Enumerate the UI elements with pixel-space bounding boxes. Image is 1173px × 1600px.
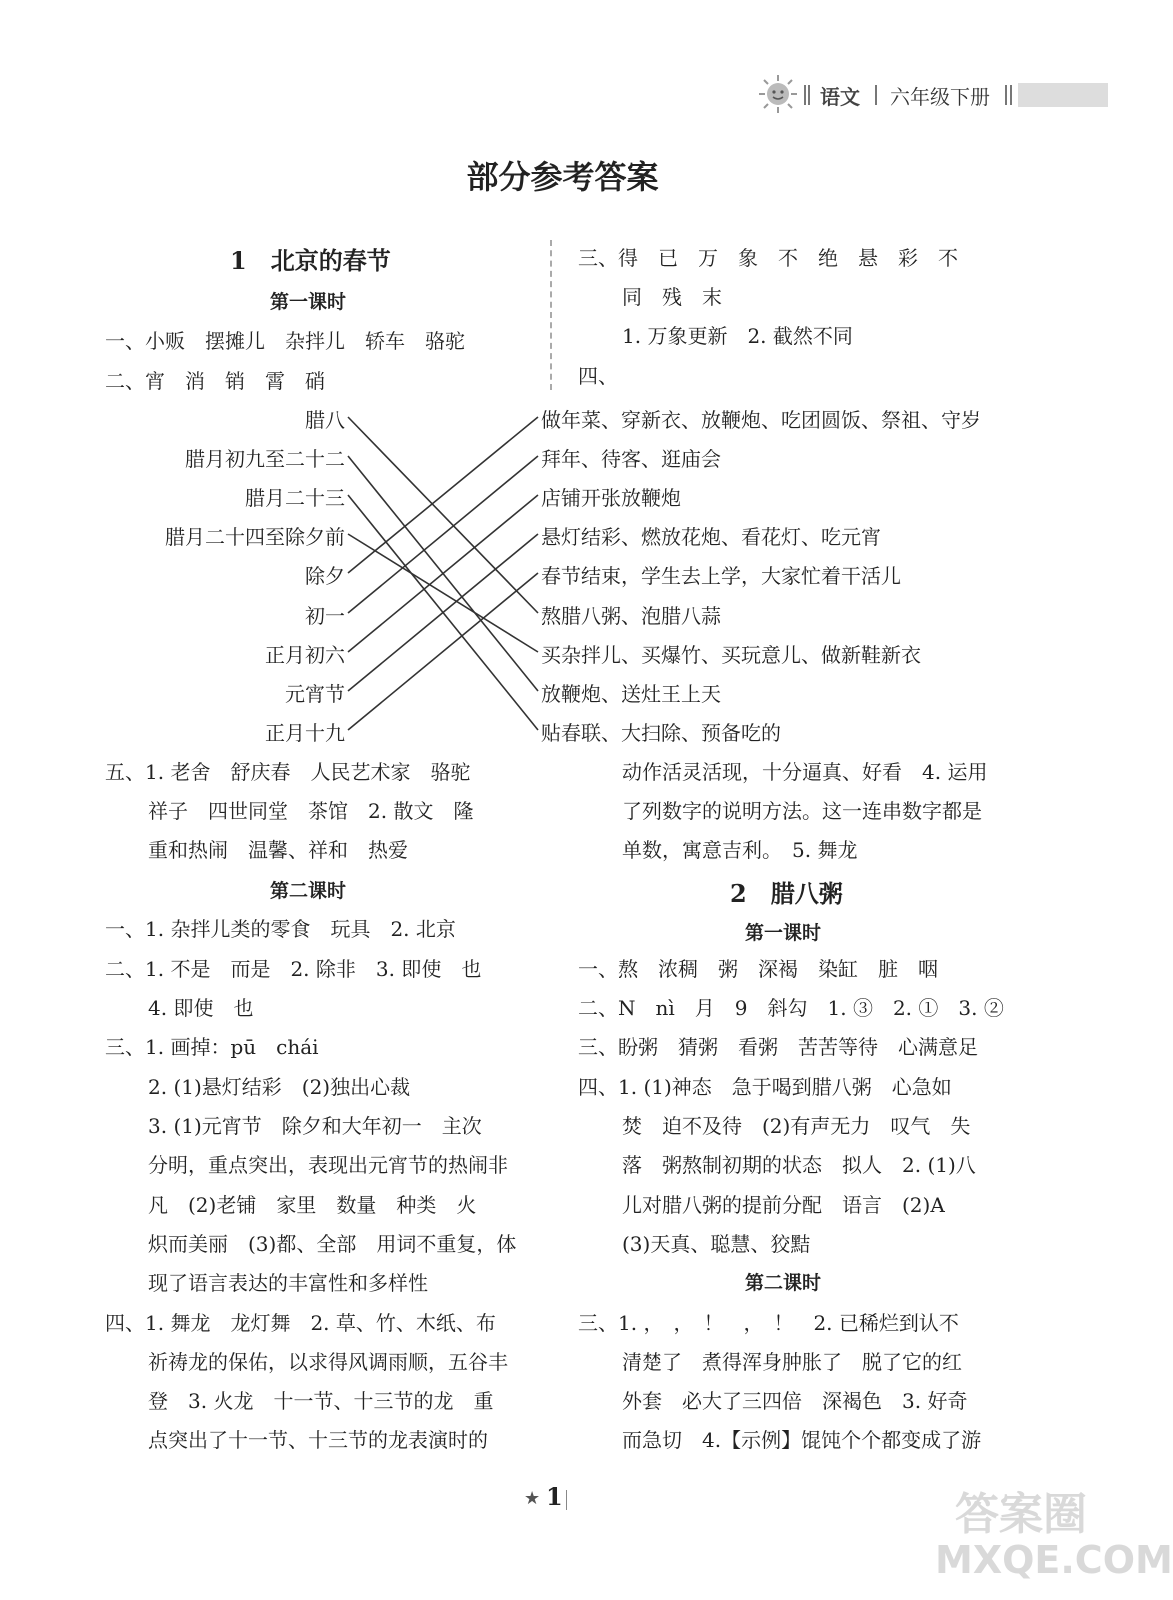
lesson1-title: 1 北京的春节	[230, 246, 391, 275]
watermark-logo: 答案圈	[955, 1489, 1087, 1540]
match-left-item: 腊月二十三	[245, 486, 345, 510]
answer-line: 三、得 已 万 象 不 绝 悬 彩 不	[578, 246, 958, 270]
answer-line: 四、	[578, 364, 618, 388]
match-line	[348, 456, 538, 613]
match-left-item: 正月初六	[265, 643, 345, 667]
match-line	[348, 573, 538, 730]
match-right-item: 放鞭炮、送灶王上天	[541, 682, 721, 706]
answer-line: 一、小贩 摆摊儿 杂拌儿 轿车 骆驼	[105, 329, 465, 353]
answer-line: 二、1. 不是 而是 2. 除非 3. 即使 也	[105, 957, 482, 981]
match-left-item: 初一	[305, 604, 345, 628]
answer-line: 2. (1)悬灯结彩 (2)独出心裁	[148, 1075, 411, 1099]
answer-line: 重和热闹 温馨、祥和 热爱	[148, 838, 408, 862]
match-left-item: 腊月二十四至除夕前	[165, 525, 345, 549]
answer-line: 单数，寓意吉利。 5. 舞龙	[622, 838, 858, 862]
match-right-item: 拜年、待客、逛庙会	[541, 447, 721, 471]
answer-line: 现了语言表达的丰富性和多样性	[148, 1271, 428, 1295]
header-subject: 语文	[820, 85, 860, 109]
match-line	[348, 417, 538, 573]
page-number: 1	[546, 1482, 563, 1511]
match-right-item: 贴春联、大扫除、预备吃的	[541, 721, 781, 745]
match-right-item: 做年菜、穿新衣、放鞭炮、吃团圆饭、祭祖、守岁	[541, 408, 981, 432]
watermark-url: MXQE.COM	[935, 1538, 1173, 1582]
match-line	[348, 495, 538, 652]
match-left-item: 腊八	[305, 408, 345, 432]
match-left-item: 元宵节	[285, 682, 345, 706]
answer-line: 三、盼粥 猜粥 看粥 苦苦等待 心满意足	[578, 1035, 978, 1059]
answer-line: 二、宵 消 销 霄 硝	[105, 369, 325, 393]
answer-line: 祈祷龙的保佑，以求得风调雨顺，五谷丰	[148, 1350, 508, 1374]
answer-line: 三、1. ， ， ！ ， ！ 2. 已稀烂到认不	[578, 1311, 959, 1335]
match-left-item: 腊月初九至二十二	[185, 447, 345, 471]
answer-line: 凡 (2)老铺 家里 数量 种类 火	[148, 1193, 477, 1217]
answer-line: 登 3. 火龙 十一节、十三节的龙 重	[148, 1389, 494, 1413]
answer-line: 清楚了 煮得浑身肿胀了 脱了它的红	[622, 1350, 962, 1374]
answer-line: 1. 万象更新 2. 截然不同	[622, 324, 853, 348]
answer-line: 四、1. 舞龙 龙灯舞 2. 草、竹、木纸、布	[105, 1311, 496, 1335]
star-icon: ★	[524, 1488, 541, 1509]
answer-line: 了列数字的说明方法。这一连串数字都是	[622, 799, 982, 823]
answer-line: 一、1. 杂拌儿类的零食 玩具 2. 北京	[105, 917, 456, 941]
answer-line: 祥子 四世同堂 茶馆 2. 散文 隆	[148, 799, 474, 823]
answer-line: (3)天真、聪慧、狡黠	[622, 1232, 811, 1256]
match-right-item: 买杂拌儿、买爆竹、买玩意儿、做新鞋新衣	[541, 643, 921, 667]
match-line	[348, 417, 538, 613]
match-right-item: 春节结束，学生去上学，大家忙着干活儿	[541, 564, 901, 588]
match-left-item: 正月十九	[265, 721, 345, 745]
footer-divider	[566, 1490, 567, 1510]
section-title: 第二课时	[270, 880, 347, 902]
answer-line: 分明，重点突出，表现出元宵节的热闹非	[148, 1153, 508, 1177]
section-title: 第一课时	[745, 922, 822, 944]
answer-line: 同 残 末	[622, 285, 722, 309]
header-grade: 六年级下册	[890, 85, 990, 109]
match-right-item: 店铺开张放鞭炮	[541, 486, 681, 510]
match-right-item: 悬灯结彩、燃放花炮、看花灯、吃元宵	[541, 525, 881, 549]
match-left-item: 除夕	[305, 564, 345, 588]
answer-line: 一、熬 浓稠 粥 深褐 染缸 脏 咽	[578, 957, 938, 981]
answer-line: 动作活灵活现，十分逼真、好看 4. 运用	[622, 760, 988, 784]
answer-line: 3. (1)元宵节 除夕和大年初一 主次	[148, 1114, 482, 1138]
answer-line: 而急切 4.【示例】馄饨个个都变成了游	[622, 1428, 982, 1452]
answer-line: 四、1. (1)神态 急于喝到腊八粥 心急如	[578, 1075, 952, 1099]
answer-line: 外套 必大了三四倍 深褐色 3. 好奇	[622, 1389, 968, 1413]
answer-line: 儿对腊八粥的提前分配 语言 (2)A	[622, 1193, 945, 1217]
match-line	[348, 534, 538, 691]
match-line	[348, 534, 538, 652]
match-right-item: 熬腊八粥、泡腊八蒜	[541, 604, 721, 628]
section-title: 第一课时	[270, 291, 347, 313]
answer-line: 4. 即使 也	[148, 996, 254, 1020]
answer-line: 五、1. 老舍 舒庆春 人民艺术家 骆驼	[105, 760, 471, 784]
answer-line: 落 粥熬制初期的状态 拟人 2. (1)八	[622, 1153, 976, 1177]
page-title: 部分参考答案	[466, 158, 659, 196]
answer-line: 二、N nì 月 9 斜勾 1. ③ 2. ① 3. ②	[578, 996, 1004, 1020]
answer-line: 焚 迫不及待 (2)有声无力 叹气 失	[622, 1114, 971, 1138]
matching-lines	[0, 0, 1125, 800]
section-title: 第二课时	[745, 1272, 822, 1294]
answer-line: 点突出了十一节、十三节的龙表演时的	[148, 1428, 488, 1452]
answer-line: 三、1. 画掉：pū chái	[105, 1035, 319, 1059]
lesson2-title: 2 腊八粥	[730, 879, 843, 908]
answer-line: 炽而美丽 (3)都、全部 用词不重复，体	[148, 1232, 517, 1256]
